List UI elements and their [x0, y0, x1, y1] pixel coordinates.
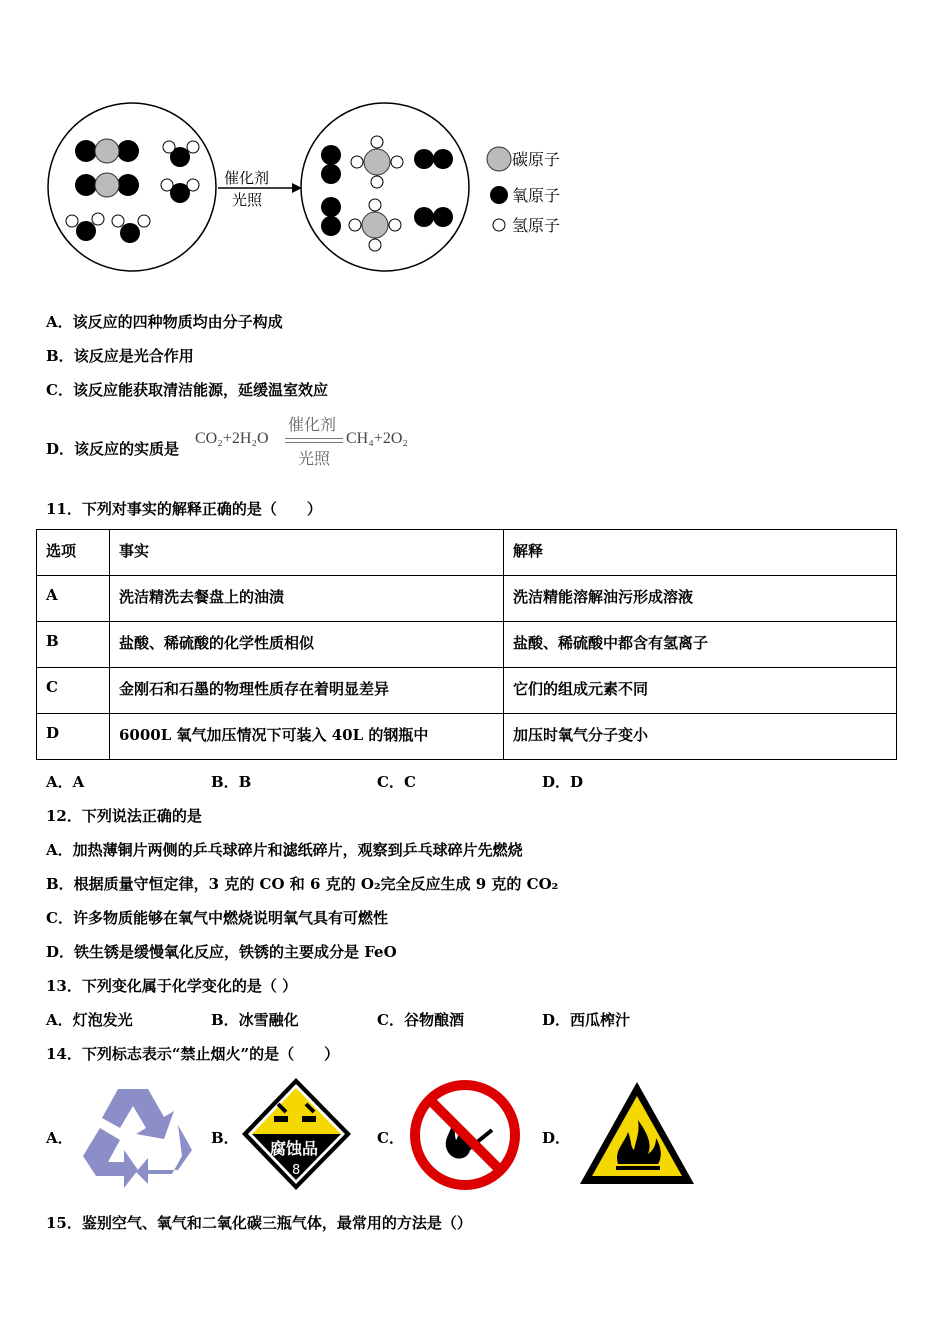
table-row: [37, 576, 897, 622]
corrosive-text: 腐蚀品: [270, 1139, 319, 1158]
corrosive-class: 8: [292, 1163, 301, 1178]
equation-condition-top: 催化剂: [288, 415, 337, 434]
legend-hydrogen-icon: [493, 219, 505, 231]
table-cell: 它们的组成元素不同: [504, 668, 897, 714]
table-header-cell: 解释: [504, 530, 897, 576]
legend-carbon-icon: [487, 147, 511, 171]
q14-label-c: C．: [377, 1129, 404, 1147]
table-row: [37, 668, 897, 714]
q14-label-d: D．: [542, 1129, 571, 1147]
q11-stem: 11．下列对事实的解释正确的是（ ）: [46, 500, 322, 518]
products-circle: [301, 103, 469, 271]
q12-option-b: B．根据质量守恒定律，3 克的 CO 和 6 克的 O₂完全反应生成 9 克的 CO₂: [46, 875, 559, 893]
arrow-label-bottom: 光照: [232, 191, 263, 209]
table-cell: B: [37, 622, 110, 668]
table-cell: 金刚石和石墨的物理性质存在着明显差异: [110, 668, 504, 714]
co2-molecule: [75, 173, 139, 197]
q11-table: [36, 529, 897, 760]
legend-oxygen-label: 氧原子: [512, 186, 561, 205]
q13-choice-a: A．灯泡发光: [46, 1011, 133, 1029]
legend-oxygen-icon: [490, 186, 508, 204]
arrow-label-top: 催化剂: [224, 169, 270, 187]
equation-condition-bottom: 光照: [298, 449, 331, 468]
q12-option-d: D．铁生锈是缓慢氧化反应，铁锈的主要成分是 FeO: [46, 943, 397, 961]
q12-option-c: C．许多物质能够在氧气中燃烧说明氧气具有可燃性: [46, 909, 388, 927]
table-row: [37, 714, 897, 760]
recycle-sign-icon: [78, 1084, 193, 1190]
q10-option-a: A．该反应的四种物质均由分子构成: [46, 313, 283, 331]
q11-choice-b: B．B: [211, 773, 252, 791]
table-cell: C: [37, 668, 110, 714]
q13-choice-c: C．谷物酿酒: [377, 1011, 464, 1029]
reaction-diagram: [40, 95, 580, 280]
q13-choice-d: D．西瓜榨汁: [542, 1011, 631, 1029]
corrosive-sign-icon: [240, 1076, 353, 1194]
q12-stem: 12．下列说法正确的是: [46, 807, 202, 825]
q10-option-c: C．该反应能获取清洁能源，延缓温室效应: [46, 381, 328, 399]
equation: [195, 410, 435, 470]
table-header-cell: 事实: [110, 530, 504, 576]
q15-stem: 15．鉴别空气、氧气和二氧化碳三瓶气体，最常用的方法是（）: [46, 1214, 472, 1232]
q14-label-b: B．: [211, 1129, 239, 1147]
q11-choice-a: A．A: [46, 773, 85, 791]
equation-double-line: [285, 438, 343, 443]
q10-option-b: B．该反应是光合作用: [46, 347, 194, 365]
q11-choice-d: D．D: [542, 773, 584, 791]
table-header-row: [37, 530, 897, 576]
table-cell: A: [37, 576, 110, 622]
q13-choice-b: B．冰雪融化: [211, 1011, 299, 1029]
equation-right: CH₄+2O₂: [346, 430, 408, 447]
table-cell: 洗洁精能溶解油污形成溶液: [504, 576, 897, 622]
table-cell: 6000L 氧气加压情况下可装入 40L 的钢瓶中: [110, 714, 504, 760]
table-header-cell: 选项: [37, 530, 110, 576]
legend-hydrogen-label: 氢原子: [512, 216, 561, 235]
table-cell: 加压时氧气分子变小: [504, 714, 897, 760]
q12-option-a: A．加热薄铜片两侧的乒乓球碎片和滤纸碎片，观察到乒乓球碎片先燃烧: [46, 841, 523, 859]
q13-stem: 13．下列变化属于化学变化的是（ ）: [46, 977, 298, 995]
no-fire-sign-icon: [410, 1080, 520, 1190]
table-cell: 盐酸、稀硫酸的化学性质相似: [110, 622, 504, 668]
table-row: [37, 622, 897, 668]
legend-carbon-label: 碳原子: [512, 150, 561, 169]
q14-label-a: A．: [46, 1129, 73, 1147]
q14-stem: 14．下列标志表示“禁止烟火”的是（ ）: [46, 1045, 340, 1063]
q11-choice-c: C．C: [377, 773, 416, 791]
equation-left: CO₂+2H₂O: [195, 430, 269, 447]
flammable-sign-icon: [578, 1080, 696, 1188]
q10-option-d: D．该反应的实质是: [46, 440, 180, 458]
table-cell: 洗洁精洗去餐盘上的油渍: [110, 576, 504, 622]
table-cell: D: [37, 714, 110, 760]
table-cell: 盐酸、稀硫酸中都含有氢离子: [504, 622, 897, 668]
co2-molecule: [75, 139, 139, 163]
